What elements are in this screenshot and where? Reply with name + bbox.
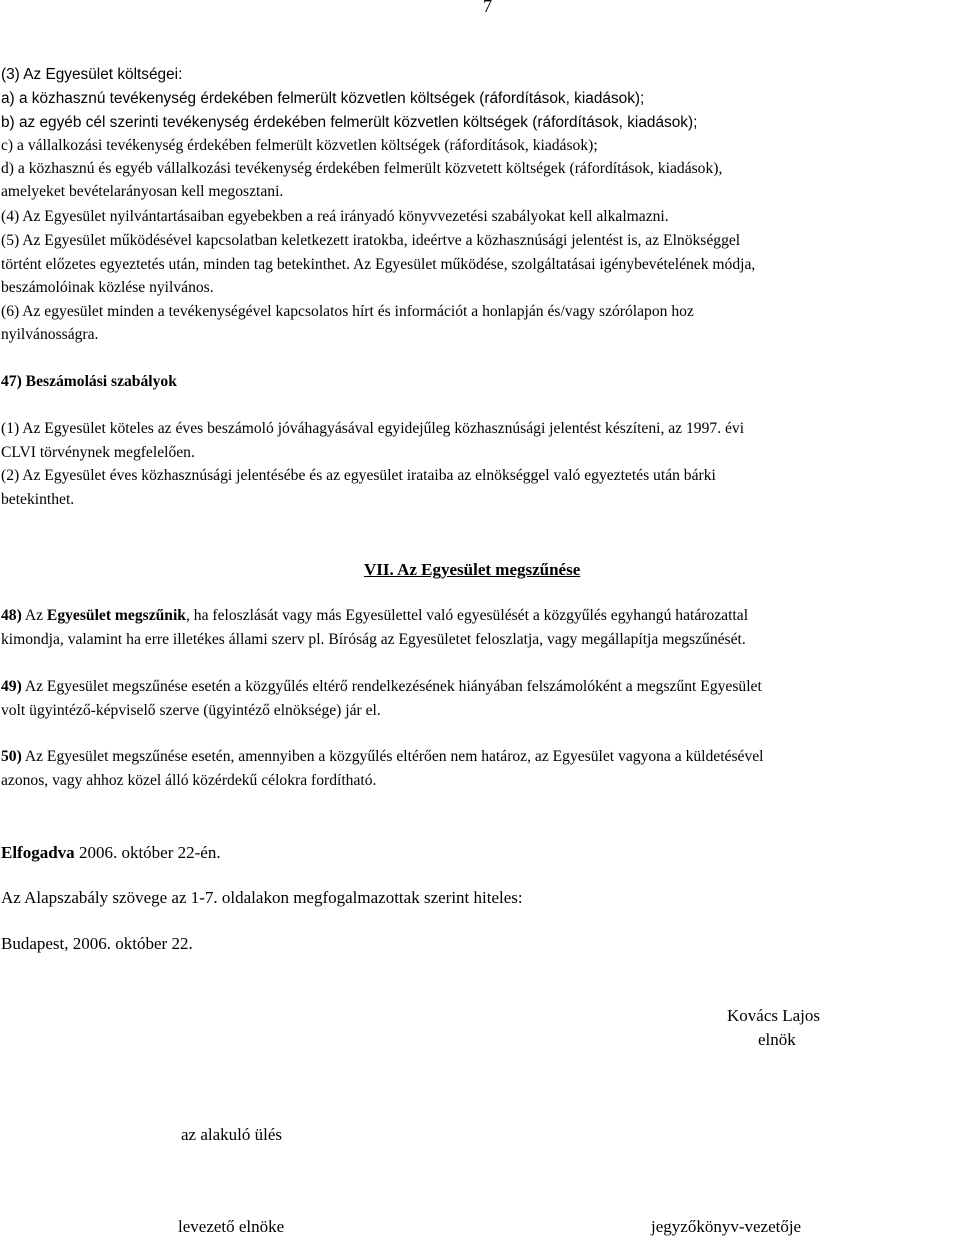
chapter7-title: VII. Az Egyesület megszűnése — [364, 560, 581, 579]
adopted-label: Elfogadva — [1, 843, 75, 862]
article48-rest: , ha feloszlását vagy más Egyesülettel való egyesülését a közgyűlés egyhangú határozattal — [185, 607, 749, 624]
adopted-line — [1, 844, 221, 862]
president-title: elnök — [758, 1030, 796, 1049]
article49-rest: Az Egyesület megszűnése esetén a közgyűlés eltérő rendelkezésének hiányában felszámolóként a megszűnt Egyesület — [21, 678, 762, 695]
article50-rest: Az Egyesület megszűnése esetén, amennyiben a közgyűlés eltérően nem határoz, az Egyesület vagyona a küldetésével — [21, 748, 764, 765]
article49-number: 49) — [1, 678, 22, 695]
article47-p1-line1: (1) Az Egyesület köteles az éves beszámoló jóváhagyásával egyidejűleg közhasznúsági jelentést készíteni, az 1997. évi — [1, 420, 745, 437]
section3-item-d-line1: d) a közhasznú és egyéb vállalkozási tevékenység érdekében felmerült közvetett költségek (ráfordítások, kiadások), — [1, 160, 723, 177]
section3-item-b: b) az egyéb cél szerinti tevékenység érdekében felmerült közvetlen költségek (ráfordítások, kiadások); — [1, 114, 698, 131]
article50-line1 — [1, 748, 764, 766]
article47-p1-line2: CLVI törvénynek megfelelően. — [1, 444, 195, 461]
article49-line2: volt ügyintéző-képviselő szerve (ügyintéző elnöksége) jár el. — [1, 702, 381, 719]
section3-title: (3) Az Egyesület költségei: — [1, 66, 183, 83]
recorder-signature-label: jegyzőkönyv-vezetője — [651, 1217, 802, 1236]
section6-line1: (6) Az egyesület minden a tevékenységével kapcsolatos hírt és információt a honlapján és/vagy szórólapon hoz — [1, 303, 694, 320]
section5-line1: (5) Az Egyesület működésével kapcsolatban keletkezett iratokba, ideértve a közhasznúsági jelentést is, az Elnökséggel — [1, 232, 741, 249]
article47-p2-line2: betekinthet. — [1, 491, 75, 508]
section3-item-a: a) a közhasznú tevékenység érdekében felmerült közvetlen költségek (ráfordítások, kiadások); — [1, 90, 645, 107]
article48-line1 — [1, 607, 748, 625]
article47-title: 47) Beszámolási szabályok — [1, 373, 177, 390]
section3-item-d-line2: amelyeket bevételarányosan kell megosztani. — [1, 183, 284, 200]
place-date: Budapest, 2006. október 22. — [1, 934, 193, 953]
president-name: Kovács Lajos — [727, 1006, 821, 1025]
article47-p2-line1: (2) Az Egyesület éves közhasznúsági jelentésébe és az egyesület irataiba az elnökséggel való egyeztetés után bárki — [1, 467, 716, 484]
founding-meeting-label: az alakuló ülés — [181, 1125, 283, 1144]
section5-line3: beszámolóinak közlése nyilvános. — [1, 279, 214, 296]
chair-signature-label: levezető elnöke — [178, 1217, 285, 1236]
section4-text: (4) Az Egyesület nyilvántartásaiban egyebekben a reá irányadó könyvvezetési szabályokat kell alkalmazni. — [1, 208, 669, 225]
section6-line2: nyilvánosságra. — [1, 326, 99, 343]
article48-number: 48) — [1, 607, 22, 624]
page-number: 7 — [483, 0, 492, 16]
article49-line1 — [1, 678, 762, 696]
adopted-date: 2006. október 22-én. — [74, 843, 221, 862]
certification-text: Az Alapszabály szövege az 1-7. oldalakon megfogalmazottak szerint hiteles: — [1, 888, 523, 907]
article50-number: 50) — [1, 748, 22, 765]
article48-bold: Egyesület megszűnik — [46, 607, 186, 624]
article48-pre: Az — [21, 607, 47, 624]
article48-line2: kimondja, valamint ha erre illetékes állami szerv pl. Bíróság az Egyesületet feloszlatja, vagy megállapítja megszűnését. — [1, 631, 746, 648]
article50-line2: azonos, vagy ahhoz közel álló közérdekű célokra fordítható. — [1, 772, 377, 789]
section3-item-c: c) a vállalkozási tevékenység érdekében felmerült közvetlen költségek (ráfordítások, kiadások); — [1, 137, 598, 154]
section5-line2: történt előzetes egyeztetés után, minden tag betekinthet. Az Egyesület működése, szolgáltatásai igénybevételének módja, — [1, 256, 756, 273]
